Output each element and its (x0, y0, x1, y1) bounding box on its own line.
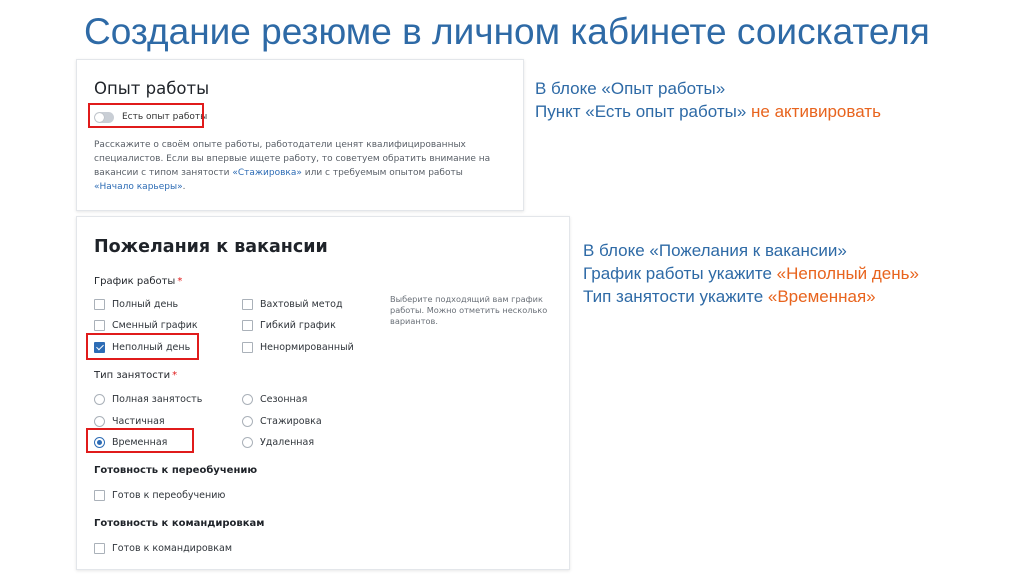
employment-label-text: Тип занятости (94, 370, 171, 381)
required-mark: * (172, 370, 178, 381)
schedule-option-full-day[interactable] (94, 297, 178, 311)
option-label: Полная занятость (112, 393, 203, 405)
schedule-option-flexible[interactable] (242, 318, 336, 332)
checkbox[interactable] (242, 320, 253, 331)
option-label: Неполный день (112, 341, 191, 353)
radio[interactable] (94, 394, 105, 405)
highlight-box-temporary (86, 428, 194, 453)
option-label: Временная (112, 436, 168, 448)
checkbox[interactable] (94, 543, 105, 554)
option-label: Готов к командировкам (112, 542, 232, 554)
experience-description (94, 138, 504, 194)
checkbox[interactable] (242, 342, 253, 353)
option-label: Ненормированный (260, 341, 354, 353)
highlight-box-part-time (86, 333, 199, 360)
option-label: Удаленная (260, 436, 315, 448)
option-label: Готов к переобучению (112, 489, 226, 501)
radio[interactable] (242, 437, 253, 448)
note-experience (535, 77, 881, 123)
note-wishes (583, 239, 919, 308)
schedule-option-rotation[interactable] (242, 297, 343, 311)
note-wishes-line-1: В блоке «Пожелания к вакансии» (583, 241, 847, 260)
option-label: Гибкий график (260, 319, 336, 331)
business-trips-label: Готовность к командировкам (94, 518, 265, 529)
employment-option-partial[interactable] (94, 414, 165, 428)
checkbox[interactable] (94, 490, 105, 501)
wishes-card (76, 216, 570, 570)
employment-option-remote[interactable] (242, 435, 314, 449)
option-label: Полный день (112, 298, 179, 310)
note-highlight: «Временная» (767, 287, 876, 306)
schedule-label (94, 276, 182, 287)
note-highlight: не активировать (751, 102, 881, 121)
radio[interactable] (94, 416, 105, 427)
checkbox[interactable] (94, 320, 105, 331)
note-wishes-line-3 (583, 285, 919, 308)
note-highlight: «Неполный день» (776, 264, 919, 283)
experience-desc-text-2: или с требуемым опытом работы (301, 168, 463, 178)
option-label: Частичная (112, 415, 165, 427)
experience-title: Опыт работы (94, 79, 210, 98)
retraining-label: Готовность к переобучению (94, 465, 258, 476)
note-text: Тип занятости укажите (583, 287, 768, 306)
schedule-option-irregular[interactable] (242, 340, 354, 354)
business-trips-option[interactable] (94, 541, 232, 555)
experience-card (76, 59, 524, 211)
experience-toggle-label: Есть опыт работы (122, 112, 208, 122)
option-label: Вахтовый метод (260, 298, 343, 310)
highlight-box-experience-toggle (88, 103, 204, 128)
required-mark: * (177, 276, 183, 287)
note-text: Пункт «Есть опыт работы» (535, 102, 752, 121)
checkbox[interactable] (242, 299, 253, 310)
option-label: Сезонная (260, 393, 308, 405)
schedule-option-shift[interactable] (94, 318, 198, 332)
option-label: Стажировка (260, 415, 322, 427)
experience-desc-text-3: . (182, 182, 186, 192)
radio[interactable] (242, 394, 253, 405)
employment-label (94, 370, 177, 381)
employment-option-internship[interactable] (242, 414, 322, 428)
schedule-hint: Выберите подходящий вам график работы. Можно отметить несколько вариантов. (390, 294, 548, 326)
note-experience-line-1: В блоке «Опыт работы» (535, 79, 726, 98)
schedule-label-text: График работы (94, 276, 176, 287)
note-experience-line-2 (535, 100, 881, 123)
note-wishes-line-2 (583, 262, 919, 285)
employment-option-full[interactable] (94, 392, 202, 406)
internship-link[interactable]: «Стажировка» (232, 168, 302, 178)
experience-desc-text-1: Расскажите о своём опыте работы, работодатели ценят квалифицированных специалистов. Если вы впервые ищете работу, то советуем обратить внимание на вакансии с типом занятости (94, 140, 491, 178)
radio[interactable] (242, 416, 253, 427)
career-start-link[interactable]: «Начало карьеры» (94, 182, 183, 192)
employment-option-seasonal[interactable] (242, 392, 307, 406)
wishes-title: Пожелания к вакансии (94, 237, 328, 257)
note-text: График работы укажите (583, 264, 777, 283)
slide-title: Создание резюме в личном кабинете соискателя (84, 11, 930, 52)
retraining-option[interactable] (94, 488, 225, 502)
checkbox[interactable] (94, 299, 105, 310)
option-label: Сменный график (112, 319, 198, 331)
